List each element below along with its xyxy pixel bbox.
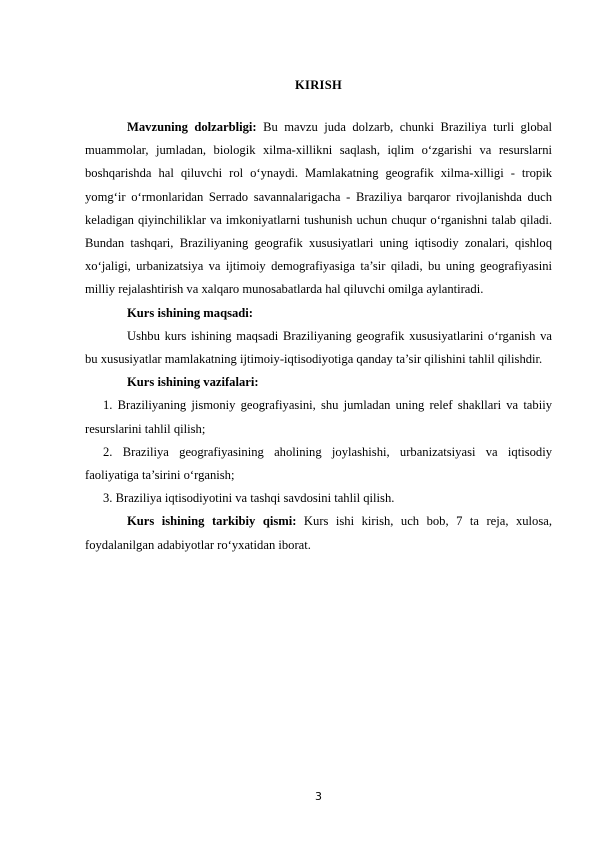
relevance-label: Mavzuning dolzarbligi: (127, 120, 257, 134)
task-item-1: 1. Braziliyaning jismoniy geografiyasini, shu jumladan uning relef shakllari va tabiiy resurslarini tahlil qilish; (85, 398, 552, 436)
page-number: 3 (315, 790, 322, 803)
document-body (85, 116, 552, 557)
relevance-paragraph (85, 116, 552, 302)
purpose-heading: Kurs ishining maqsadi: (127, 305, 253, 320)
structure-label: Kurs ishining tarkibiy qismi: (127, 514, 297, 529)
structure-text: Kurs ishi kirish, uch bob, 7 ta reja, xulosa, foydalanilgan adabiyotlar roʻyxatidan iborat. (85, 514, 552, 552)
task-item-3: 3. Braziliya iqtisodiyotini va tashqi savdosini tahlil qilish. (103, 491, 395, 506)
tasks-heading: Kurs ishining vazifalari: (127, 375, 259, 390)
purpose-text: Ushbu kurs ishining maqsadi Braziliyaning geografik xususiyatlarini oʻrganish va bu xususiyatlar mamlakatning ijtimoiy-iqtisodiyotiga qanday ta’sir qilishini tahlil qilishdir. (85, 328, 552, 367)
structure-paragraph (85, 510, 552, 556)
section-title: KIRISH (295, 78, 342, 92)
document-page (85, 0, 552, 842)
relevance-text: Bu mavzu juda dolzarb, chunki Braziliya turli global muammolar, jumladan, biologik xilma-xillikni saqlash, iqlim oʻzgarishi va resurslarni boshqarishda hal qiluvchi rol oʻynaydi. Mamlakatning geografik xilma-xilligi - tropik yomgʻir oʻrmonlaridan Serrado savannalarigacha - Braziliya barqaror rivojlanishda duch keladigan qiyinchiliklar va imkoniyatlarni tushunish uchun chuqur oʻrganishni talab qiladi. Bundan tashqari, Braziliyaning geografik xususiyatlari uning iqtisodiy zonalari, qishloq xoʻjaligi, urbanizatsiya va ijtimoiy demografiyasiga ta’sir qiladi, bu uning geografiyasini milliy rejalashtirish va xalqaro munosabatlarda hal qiluvchi omilga aylantiradi. (85, 120, 552, 297)
task-item-2: 2. Braziliya geografiyasining aholining joylashishi, urbanizatsiyasi va iqtisodiy faoliyatiga ta’sirini oʻrganish; (85, 444, 552, 483)
